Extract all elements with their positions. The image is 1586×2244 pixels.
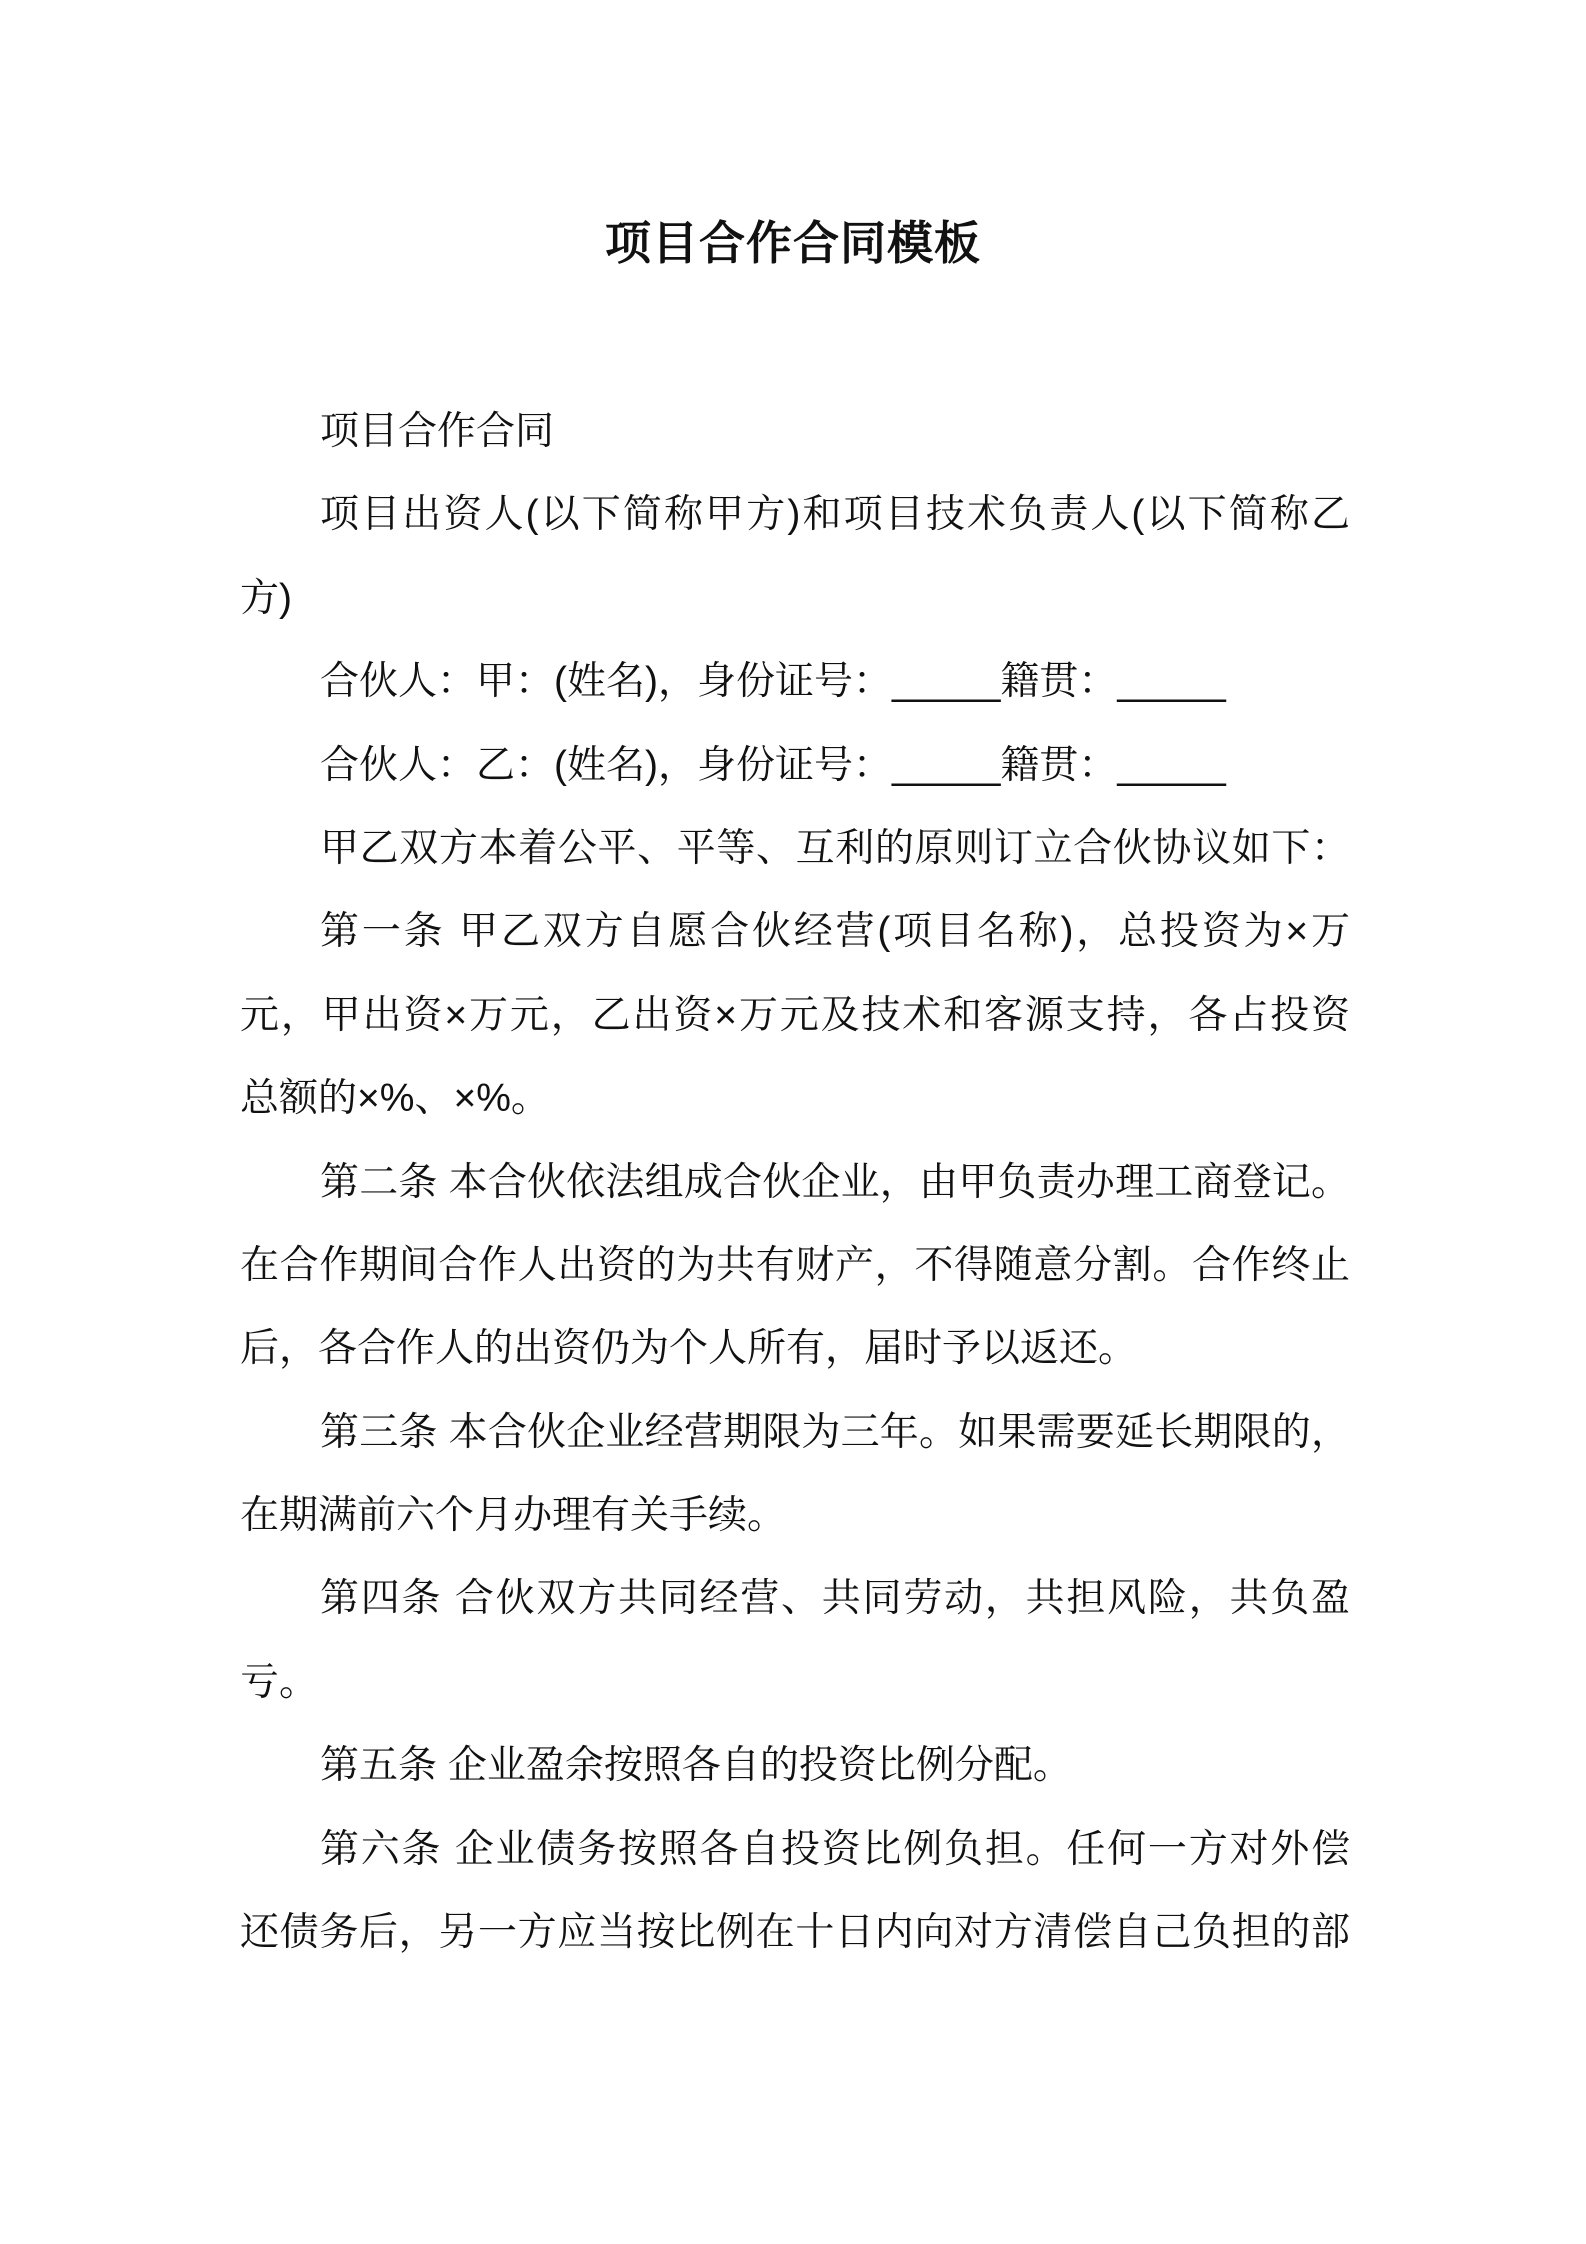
paragraph-line: 还债务后，另一方应当按比例在十日内向对方清偿自己负担的部 [240,1911,1350,1955]
paragraph-line: 项目合作合同 [320,410,555,453]
article-4-paragraph [240,1557,1350,1724]
paragraph-line: 亏。 [240,1660,319,1704]
article-1-paragraph [240,890,1350,1140]
parties-intro-paragraph [240,473,1350,640]
paragraph-line: 总额的×%、×%。 [240,1077,550,1121]
article-2-paragraph [240,1141,1350,1391]
paragraph-line: 第五条 企业盈余按照各自的投资比例分配。 [320,1744,1072,1788]
paragraph-line: 甲乙双方本着公平、平等、互利的原则订立合伙协议如下： [320,826,1350,870]
paragraph-line: 第二条 本合伙依法组成合伙企业，由甲负责办理工商登记。 [320,1160,1350,1204]
paragraph-line: 第三条 本合伙企业经营期限为三年。如果需要延长期限的， [320,1410,1350,1454]
paragraph-line: 合伙人：乙：(姓名)，身份证号：_____籍贯：_____ [320,743,1226,787]
paragraph-line: 元，甲出资×万元，乙出资×万元及技术和客源支持，各占投资 [240,993,1350,1037]
paragraph-line: 第四条 合伙双方共同经营、共同劳动，共担风险，共负盈 [320,1577,1350,1621]
paragraph-line: 合伙人：甲：(姓名)，身份证号：_____籍贯：_____ [320,660,1226,704]
paragraph-line: 项目出资人(以下简称甲方)和项目技术负责人(以下简称乙 [320,493,1350,537]
article-3-paragraph [240,1391,1350,1558]
partner-b-info-paragraph [240,724,1350,807]
article-6-paragraph [240,1808,1350,1975]
agreement-preamble-paragraph [240,807,1350,890]
document-title: 项目合作合同模板 [605,217,981,269]
partner-a-info-paragraph [240,640,1350,723]
paragraph-line: 第六条 企业债务按照各自投资比例负担。任何一方对外偿 [320,1827,1350,1871]
paragraph-line: 后，各合作人的出资仍为个人所有，届时予以返还。 [240,1327,1138,1371]
paragraph-line: 在合作期间合作人出资的为共有财产，不得随意分割。合作终止 [240,1243,1350,1287]
paragraph-line: 第一条 甲乙双方自愿合伙经营(项目名称)，总投资为×万 [320,910,1350,954]
paragraph-line: 在期满前六个月办理有关手续。 [240,1494,787,1538]
article-5-paragraph [240,1724,1350,1807]
document-body [240,390,1350,1974]
paragraph-line: 方) [240,576,292,620]
contract-heading-paragraph [240,390,1350,473]
